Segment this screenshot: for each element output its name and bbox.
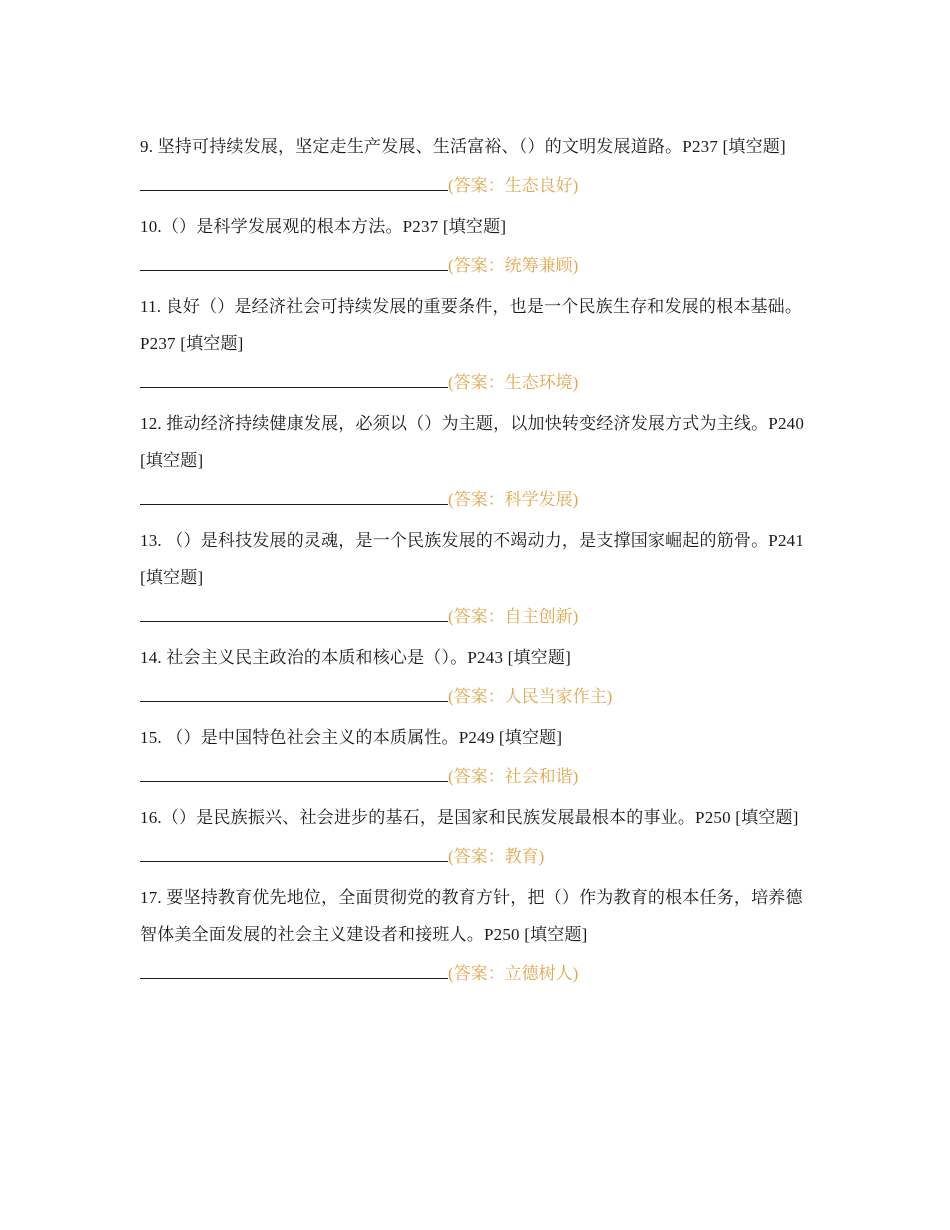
answer-blank[interactable] xyxy=(140,676,448,702)
answer-text: (答案：教育) xyxy=(448,847,545,866)
question-text: 12. 推动经济持续健康发展，必须以（）为主题，以加快转变经济发展方式为主线。P240 [填空题] xyxy=(140,414,805,470)
question-item xyxy=(140,208,812,282)
answer-text: (答案：人民当家作主) xyxy=(448,687,613,706)
answer-blank[interactable] xyxy=(140,479,448,505)
question-text: 16.（）是民族振兴、社会进步的基石，是国家和民族发展最根本的事业。P250 [填空题] xyxy=(140,808,799,827)
answer-line xyxy=(140,245,812,282)
answer-blank[interactable] xyxy=(140,953,448,979)
question-item xyxy=(140,719,812,793)
question-item xyxy=(140,639,812,713)
question-text: 14. 社会主义民主政治的本质和核心是（）。P243 [填空题] xyxy=(140,648,571,667)
question-item xyxy=(140,799,812,873)
answer-line xyxy=(140,756,812,793)
question-item xyxy=(140,128,812,202)
answer-line xyxy=(140,836,812,873)
answer-text: (答案：自主创新) xyxy=(448,607,579,626)
question-item xyxy=(140,405,812,516)
answer-line xyxy=(140,676,812,713)
question-text: 13. （）是科技发展的灵魂，是一个民族发展的不竭动力，是支撑国家崛起的筋骨。P241 [填空题] xyxy=(140,531,805,587)
question-item xyxy=(140,522,812,633)
answer-text: (答案：社会和谐) xyxy=(448,767,579,786)
answer-line xyxy=(140,953,812,990)
answer-text: (答案：统筹兼顾) xyxy=(448,256,579,275)
answer-line xyxy=(140,165,812,202)
question-item xyxy=(140,288,812,399)
question-text: 17. 要坚持教育优先地位，全面贯彻党的教育方针，把（）作为教育的根本任务，培养德智体美全面发展的社会主义建设者和接班人。P250 [填空题] xyxy=(140,888,803,944)
answer-text: (答案：立德树人) xyxy=(448,964,579,983)
question-text: 11. 良好（）是经济社会可持续发展的重要条件，也是一个民族生存和发展的根本基础。P237 [填空题] xyxy=(140,297,803,353)
answer-text: (答案：生态良好) xyxy=(448,176,579,195)
answer-blank[interactable] xyxy=(140,756,448,782)
answer-blank[interactable] xyxy=(140,362,448,388)
answer-blank[interactable] xyxy=(140,245,448,271)
question-text: 9. 坚持可持续发展，坚定走生产发展、生活富裕、（）的文明发展道路。P237 [填空题] xyxy=(140,137,786,156)
answer-line xyxy=(140,362,812,399)
question-text: 10.（）是科学发展观的根本方法。P237 [填空题] xyxy=(140,217,507,236)
answer-line xyxy=(140,479,812,516)
question-list xyxy=(140,128,812,996)
answer-text: (答案：科学发展) xyxy=(448,490,579,509)
answer-blank[interactable] xyxy=(140,836,448,862)
answer-blank[interactable] xyxy=(140,596,448,622)
question-text: 15. （）是中国特色社会主义的本质属性。P249 [填空题] xyxy=(140,728,563,747)
answer-blank[interactable] xyxy=(140,165,448,191)
answer-line xyxy=(140,596,812,633)
question-item xyxy=(140,879,812,990)
answer-text: (答案：生态环境) xyxy=(448,373,579,392)
